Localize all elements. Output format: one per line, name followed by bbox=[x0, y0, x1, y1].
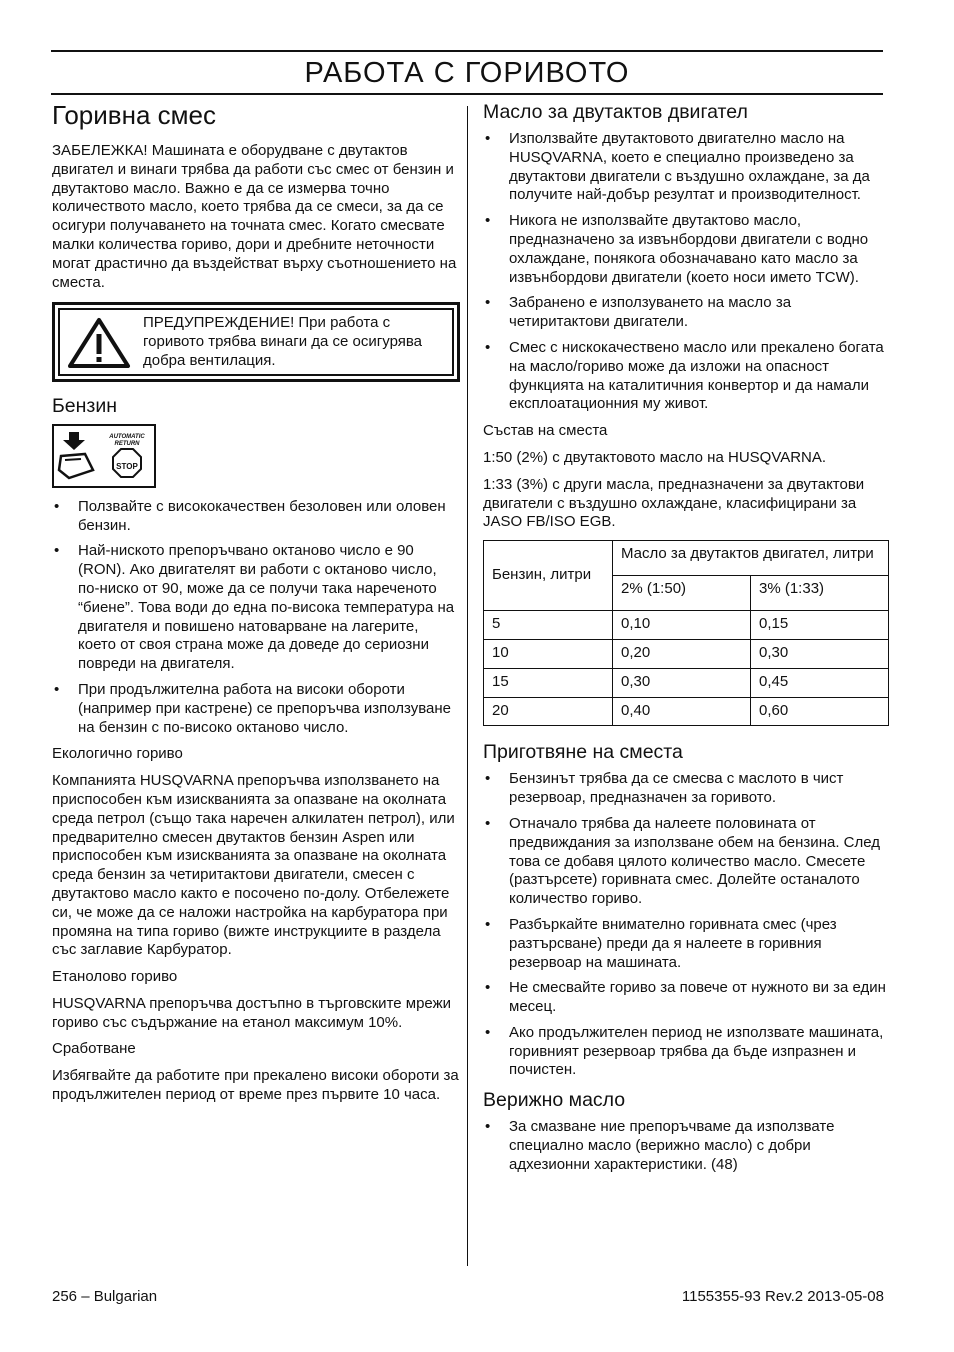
sub-header-2pct: 2% (1:50) bbox=[613, 576, 751, 611]
warning-text: ПРЕДУПРЕЖДЕНИЕ! При работа с горивото трябва винаги да се осигурява добра вентилация. bbox=[143, 314, 423, 369]
title-underline bbox=[51, 93, 883, 95]
fuel-mix-heading: Горивна смес bbox=[52, 100, 216, 130]
table-row bbox=[484, 668, 889, 697]
table-cell: 0,20 bbox=[613, 639, 751, 668]
warning-box bbox=[52, 302, 460, 381]
table-row bbox=[484, 639, 889, 668]
fuel-pictogram bbox=[52, 424, 156, 488]
table-cell: 20 bbox=[484, 697, 613, 726]
table-cell: 0,60 bbox=[751, 697, 889, 726]
page-title: РАБОТА С ГОРИВОТО bbox=[304, 57, 630, 89]
mix-preparation-heading: Приготвяне на сместа bbox=[483, 741, 683, 764]
table-header-row bbox=[484, 541, 889, 576]
right-column bbox=[483, 100, 889, 1183]
chain-oil-heading: Верижно масло bbox=[483, 1089, 626, 1112]
mix-ratio-other: 1:33 (3%) с други масла, предназначени за двутактови двигатели с въздушно охлаждане, класифицирани за JASO FB/ISO EGB. bbox=[483, 475, 865, 531]
two-stroke-oil-heading: Масло за двутактов двигател bbox=[483, 101, 748, 123]
list-item: • Ако продължителен период не използвате машината, горивният резервоар трябва да бъде изпразнен и почистен. bbox=[483, 1024, 889, 1080]
gasoline-heading: Бензин bbox=[52, 394, 118, 417]
gasoline-column-header: Бензин, литри bbox=[484, 541, 613, 611]
table-cell: 0,10 bbox=[613, 611, 751, 640]
ethanol-text: HUSQVARNA препоръчва достъпно в търговските мрежи гориво със съдържание на етанол максимум 10%. bbox=[52, 994, 452, 1031]
list-item: • Никога не използвайте двутактово масло, предназначено за извънбордови двигатели с водно охлаждане, понякога обозначавано като масло за извънбордови двигатели (което носи името TCW). bbox=[483, 212, 889, 287]
eco-fuel-text: Компанията HUSQVARNA препоръчва използването на приспособен към изискванията за опазване на околната среда петрол (също така наречен алкилатен петрол), или предварително смесен двутактов бензин Aspen или приспособен към изискванията за опазване на околната среда бензин за четиритактови двигатели, смесен с двутактово масло както е посочено по-долу. Отбележете си, че може да се наложи настройка на карбуратора при промяна на типа гориво (вижте инструкциите в раздела със заглавие Карбуратор. bbox=[52, 772, 455, 959]
eco-fuel-heading: Екологично гориво bbox=[52, 745, 183, 763]
table-row bbox=[484, 697, 889, 726]
list-item: • Ползвайте с висококачествен безоловен или оловен бензин. bbox=[52, 498, 460, 536]
chain-oil-list bbox=[483, 1118, 889, 1174]
mix-label: Състав на сместа bbox=[483, 422, 608, 440]
table-cell: 0,15 bbox=[751, 611, 889, 640]
pictogram-right bbox=[101, 434, 153, 478]
list-item: • Смес с нискокачествено масло или прекалено богата на масло/гориво може да изложи на опасност функцията на каталитичния конвертор и да намали експлоатационния му живот. bbox=[483, 339, 889, 414]
left-column bbox=[52, 100, 460, 1113]
stop-label: STOP bbox=[116, 461, 138, 471]
mix-ratio-husqvarna: 1:50 (2%) с двутактовото масло на HUSQVARNA. bbox=[483, 448, 827, 466]
table-cell: 0,45 bbox=[751, 668, 889, 697]
list-item: • Отначало трябва да налеете половината от предвиждания за използване обем на бензина. След това се добавя цялото количество масло. Смесете (разтърсете) горивната смес. Долейте останалото количество гориво. bbox=[483, 815, 889, 909]
prep-list bbox=[483, 770, 889, 1080]
note-paragraph: ЗАБЕЛЕЖКА! Машината е оборудване с двутактов двигател и винаги трябва да работи със смес от бензин и двутактово масло. Важно е да се измерва точно количеството масло, което трябва да се смеси, за да се осигури получаването на точната смес. Когато смесвате малки количества гориво, дори и дребните неточности могат драстично да въздействат върху съотношението на сместа. bbox=[52, 142, 457, 291]
list-item: • Най-ниското препоръчвано октаново число е 90 (RON). Ако двигателят ви работи с октаново число, по-ниско от 90, може да се получи така нареченото “биене”. Това води до една по-висока температура на двигателя и повишено натоварване на лагерите, което от своя страна може да доведе до сериозни повреди на двигателя. bbox=[52, 542, 460, 674]
gasoline-list bbox=[52, 498, 460, 738]
table-cell: 0,30 bbox=[751, 639, 889, 668]
mix-table bbox=[483, 540, 889, 726]
table-row bbox=[484, 611, 889, 640]
ethanol-heading: Етанолово гориво bbox=[52, 968, 178, 986]
table-cell: 0,30 bbox=[613, 668, 751, 697]
list-item: • Бензинът трябва да се смесва с маслото в чист резервоар, предназначен за горивото. bbox=[483, 770, 889, 808]
fuel-can-icon bbox=[55, 430, 99, 482]
list-item: • Разбъркайте внимателно горивната смес (чрез разтърсване) преди да я налеете в горивния резервоар на машината. bbox=[483, 916, 889, 972]
oil-column-header: Масло за двутактов двигател, литри bbox=[613, 541, 889, 576]
warning-triangle-icon bbox=[67, 317, 131, 369]
list-item: • Използвайте двутактовото двигателно масло на HUSQVARNA, което е специално произведено за двутактови двигатели с въздушно охлаждане, за да получите най-добър резултат и производителност. bbox=[483, 130, 889, 205]
list-item: • За смазване ние препоръчваме да използвате специално масло (верижно масло) с добри адхезионни характеристики. (48) bbox=[483, 1118, 889, 1174]
run-in-heading: Сработване bbox=[52, 1040, 136, 1058]
list-item: • При продължителна работа на високи обороти (например при кастрене) се препоръчва използуване на бензин с по-високо октаново число. bbox=[52, 681, 460, 737]
table-cell: 10 bbox=[484, 639, 613, 668]
oil-list bbox=[483, 130, 889, 414]
top-rule bbox=[51, 50, 883, 52]
run-in-text: Избягвайте да работите при прекалено високи обороти за продължителен период от време през първите 10 часа. bbox=[52, 1067, 459, 1104]
table-cell: 15 bbox=[484, 668, 613, 697]
table-cell: 0,40 bbox=[613, 697, 751, 726]
auto-return-label: AUTOMATIC RETURN bbox=[109, 433, 145, 447]
document-id: 1155355-93 Rev.2 2013-05-08 bbox=[681, 1288, 884, 1305]
list-item: • Забранено е използуването на масло за четиритактови двигатели. bbox=[483, 294, 889, 332]
column-divider bbox=[467, 106, 468, 1266]
table-cell: 5 bbox=[484, 611, 613, 640]
list-item: • Не смесвайте гориво за повече от нужното ви за един месец. bbox=[483, 979, 889, 1017]
sub-header-3pct: 3% (1:33) bbox=[751, 576, 889, 611]
page-number: 256 – Bulgarian bbox=[52, 1288, 158, 1305]
